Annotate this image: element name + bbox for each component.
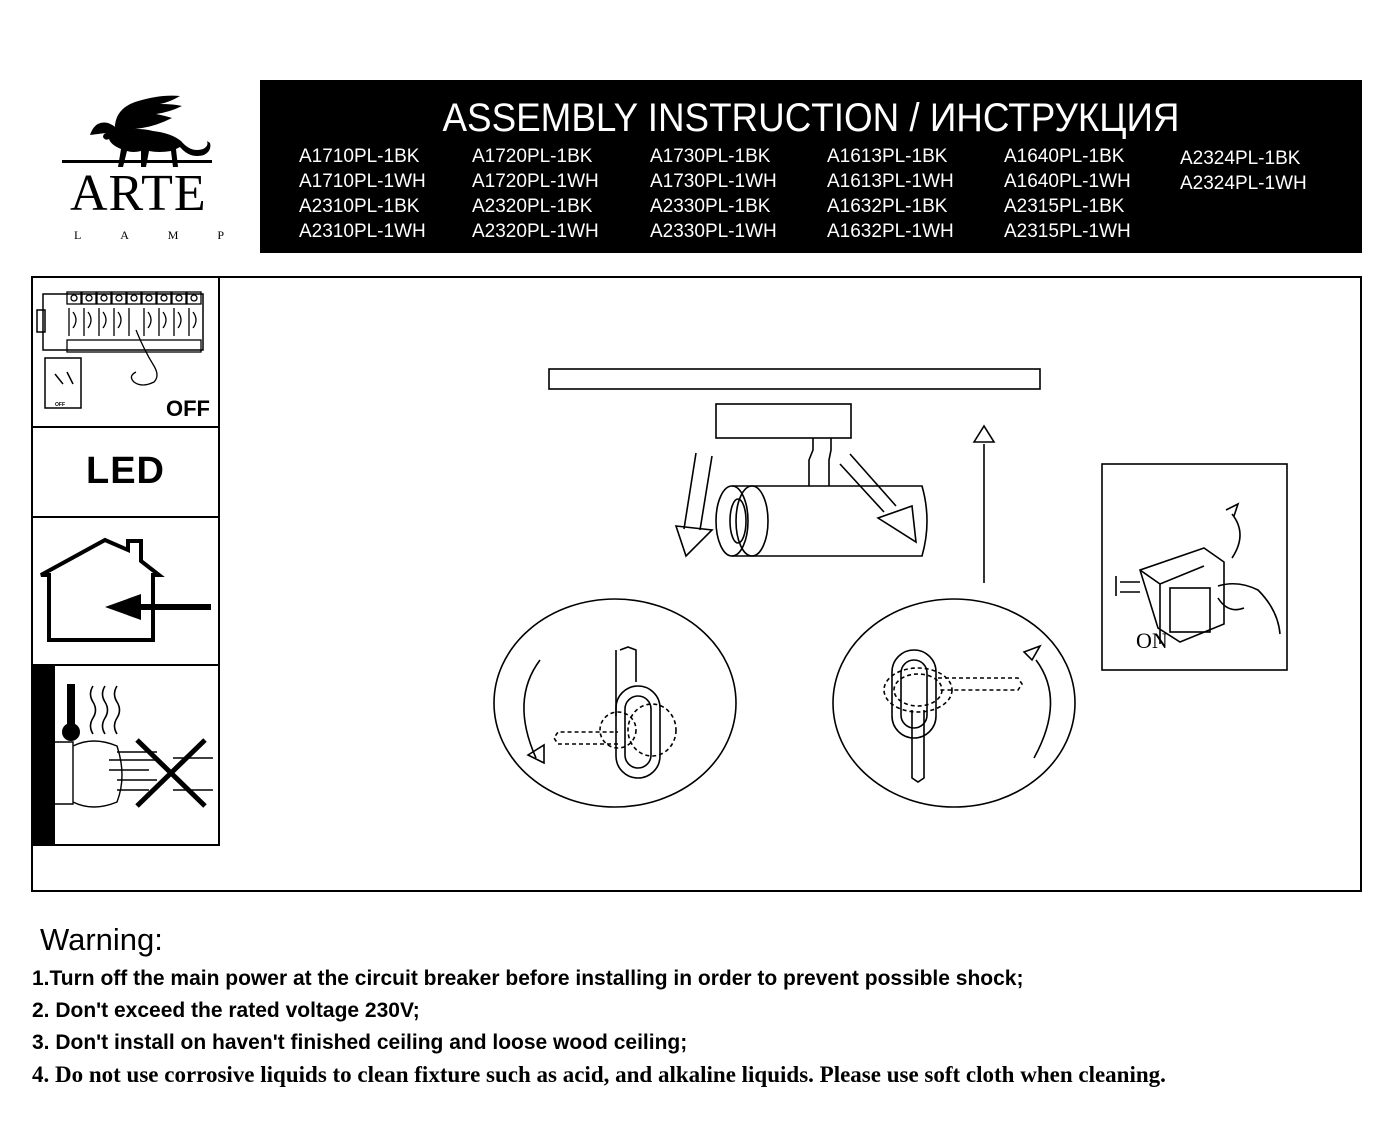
logo-brand-text: ARTE (70, 165, 207, 222)
model-code: A2320PL-1BK (472, 196, 593, 217)
model-code: A2310PL-1BK (299, 196, 420, 217)
step-lock-detail (833, 599, 1075, 807)
model-code: A2315PL-1BK (1004, 196, 1125, 217)
model-code: A1730PL-1BK (650, 146, 771, 167)
ceiling-track (549, 369, 1040, 389)
model-code: A1720PL-1WH (472, 171, 599, 192)
model-code: A1613PL-1WH (827, 171, 954, 192)
spotlight-fixture (716, 404, 927, 556)
power-off-cell (31, 276, 220, 428)
model-column (299, 144, 426, 244)
logo-letter: L (74, 228, 82, 242)
model-code: A1632PL-1WH (827, 221, 954, 242)
tilt-right-arrow-icon (840, 454, 916, 542)
model-code: A1632PL-1BK (827, 196, 948, 217)
led-cell (31, 426, 220, 518)
model-code: A2324PL-1BK (1180, 148, 1301, 169)
wall-switch-icon (45, 358, 81, 408)
switch-box (1102, 464, 1287, 670)
model-code: A1710PL-1BK (299, 146, 420, 167)
off-label: OFF (166, 396, 210, 421)
warning-item: 4. Do not use corrosive liquids to clean fixture such as acid, and alkaline liquids. Please use soft cloth when cleaning. (32, 1062, 1166, 1087)
indoor-use-cell (31, 516, 220, 666)
breaker-switches (67, 292, 201, 385)
model-code: A1640PL-1WH (1004, 171, 1131, 192)
warning-item: 2. Don't exceed the rated voltage 230V; (32, 999, 420, 1022)
thermometer-icon (62, 684, 80, 741)
header-banner (260, 80, 1362, 253)
do-not-touch-hot-icon (33, 666, 218, 844)
warning-title: Warning: (40, 922, 163, 957)
led-label: LED (86, 450, 165, 492)
warning-item: 3. Don't install on haven't finished ceiling and loose wood ceiling; (32, 1031, 688, 1054)
indoor-use-icon (33, 518, 218, 664)
model-code: A1640PL-1BK (1004, 146, 1125, 167)
warning-item: 1.Turn off the main power at the circuit breaker before installing in order to prevent possible shock; (32, 967, 1024, 990)
logo-letter: A (120, 228, 129, 242)
model-code: A1710PL-1WH (299, 171, 426, 192)
wall-switch-off-label: OFF (55, 402, 65, 408)
model-code: A1730PL-1WH (650, 171, 777, 192)
page-title: ASSEMBLY INSTRUCTION / ИНСТРУКЦИЯ (442, 96, 1180, 140)
model-code: A2310PL-1WH (299, 221, 426, 242)
model-code: A1720PL-1BK (472, 146, 593, 167)
arte-lamp-logo (60, 90, 230, 250)
model-code: A2330PL-1WH (650, 221, 777, 242)
model-column (472, 144, 599, 244)
model-column (827, 144, 954, 244)
logo-subtitle (74, 228, 224, 243)
model-code: A2324PL-1WH (1180, 173, 1307, 194)
tilt-left-arrow-icon (676, 453, 712, 556)
step-unlock-detail (494, 599, 736, 807)
hand-touching-icon (55, 741, 213, 807)
model-code: A2320PL-1WH (472, 221, 599, 242)
on-label: ON (1136, 628, 1168, 653)
upward-arrow-icon (974, 426, 994, 583)
logo-letter: P (217, 228, 224, 242)
model-code: A2330PL-1BK (650, 196, 771, 217)
model-column (650, 144, 777, 244)
model-column (1004, 144, 1131, 244)
logo-letter: M (167, 228, 179, 242)
heat-waves-icon (91, 686, 120, 734)
prohibited-cross-icon (137, 740, 205, 806)
model-code: A2315PL-1WH (1004, 221, 1131, 242)
model-code: A1613PL-1BK (827, 146, 948, 167)
model-column (1180, 146, 1307, 196)
griffin-icon (60, 90, 230, 170)
heat-warning-cell (31, 664, 220, 846)
